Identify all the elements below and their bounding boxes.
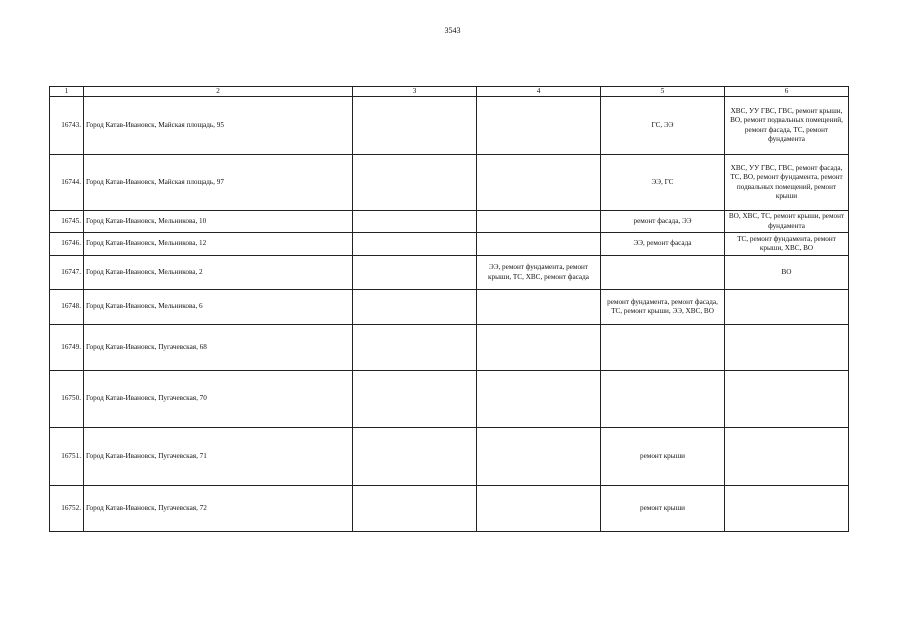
column-header: 6 (725, 87, 849, 97)
address-cell: Город Катав-Ивановск, Пугачевская, 71 (84, 428, 353, 486)
column-5-cell: ремонт крыши (601, 486, 725, 532)
address-cell: Город Катав-Ивановск, Майская площадь, 95 (84, 97, 353, 155)
column-4-cell (477, 97, 601, 155)
column-4-cell (477, 428, 601, 486)
table-row (50, 233, 849, 256)
table-row (50, 256, 849, 290)
column-3-cell (353, 486, 477, 532)
page-number: 3543 (444, 26, 461, 35)
column-3-cell (353, 256, 477, 290)
column-header: 2 (84, 87, 353, 97)
column-4-cell: ЭЭ, ремонт фундамента, ремонт крыши, ТС, ХВС, ремонт фасада (477, 256, 601, 290)
column-4-cell (477, 486, 601, 532)
column-header: 3 (353, 87, 477, 97)
address-cell: Город Катав-Ивановск, Пугачевская, 68 (84, 325, 353, 371)
row-number: 16746. (50, 233, 84, 256)
column-6-cell (725, 290, 849, 325)
address-cell: Город Катав-Ивановск, Мельникова, 6 (84, 290, 353, 325)
column-3-cell (353, 155, 477, 211)
address-cell: Город Катав-Ивановск, Пугачевская, 70 (84, 371, 353, 428)
row-number: 16752. (50, 486, 84, 532)
column-header: 1 (50, 87, 84, 97)
column-3-cell (353, 97, 477, 155)
table-row (50, 211, 849, 233)
column-5-cell (601, 371, 725, 428)
column-6-cell: ХВС, УУ ГВС, ГВС, ремонт фасада, ТС, ВО, ремонт фундамента, ремонт подвальных помещений, ремонт крыши (725, 155, 849, 211)
column-3-cell (353, 371, 477, 428)
row-number: 16750. (50, 371, 84, 428)
column-4-cell (477, 211, 601, 233)
row-number: 16747. (50, 256, 84, 290)
column-3-cell (353, 211, 477, 233)
address-cell: Город Катав-Ивановск, Мельникова, 2 (84, 256, 353, 290)
row-number: 16744. (50, 155, 84, 211)
address-cell: Город Катав-Ивановск, Майская площадь, 97 (84, 155, 353, 211)
column-header: 4 (477, 87, 601, 97)
address-cell: Город Катав-Ивановск, Мельникова, 10 (84, 211, 353, 233)
column-5-cell: ремонт крыши (601, 428, 725, 486)
table-row (50, 371, 849, 428)
column-6-cell: ВО, ХВС, ТС, ремонт крыши, ремонт фундамента (725, 211, 849, 233)
table-row (50, 97, 849, 155)
table-row (50, 290, 849, 325)
table-row (50, 155, 849, 211)
column-5-cell: ЭЭ, ремонт фасада (601, 233, 725, 256)
row-number: 16749. (50, 325, 84, 371)
column-header: 5 (601, 87, 725, 97)
column-5-cell: ЭЭ, ГС (601, 155, 725, 211)
column-6-cell: ТС, ремонт фундамента, ремонт крыши, ХВС, ВО (725, 233, 849, 256)
column-4-cell (477, 290, 601, 325)
column-6-cell (725, 325, 849, 371)
column-5-cell: ГС, ЭЭ (601, 97, 725, 155)
column-3-cell (353, 290, 477, 325)
column-6-cell: ХВС, УУ ГВС, ГВС, ремонт крыши, ВО, ремонт подвальных помещений, ремонт фасада, ТС, ремонт фундамента (725, 97, 849, 155)
column-6-cell (725, 486, 849, 532)
header-row (50, 87, 849, 97)
registry-table (49, 86, 849, 532)
address-cell: Город Катав-Ивановск, Пугачевская, 72 (84, 486, 353, 532)
row-number: 16751. (50, 428, 84, 486)
row-number: 16748. (50, 290, 84, 325)
column-4-cell (477, 155, 601, 211)
column-4-cell (477, 325, 601, 371)
column-3-cell (353, 325, 477, 371)
table-row (50, 325, 849, 371)
column-6-cell: ВО (725, 256, 849, 290)
column-3-cell (353, 428, 477, 486)
column-5-cell (601, 325, 725, 371)
column-5-cell: ремонт фундамента, ремонт фасада, ТС, ремонт крыши, ЭЭ, ХВС, ВО (601, 290, 725, 325)
row-number: 16743. (50, 97, 84, 155)
column-3-cell (353, 233, 477, 256)
table-row (50, 486, 849, 532)
column-6-cell (725, 428, 849, 486)
table-row (50, 428, 849, 486)
column-4-cell (477, 371, 601, 428)
column-4-cell (477, 233, 601, 256)
address-cell: Город Катав-Ивановск, Мельникова, 12 (84, 233, 353, 256)
column-5-cell: ремонт фасада, ЭЭ (601, 211, 725, 233)
column-5-cell (601, 256, 725, 290)
row-number: 16745. (50, 211, 84, 233)
column-6-cell (725, 371, 849, 428)
